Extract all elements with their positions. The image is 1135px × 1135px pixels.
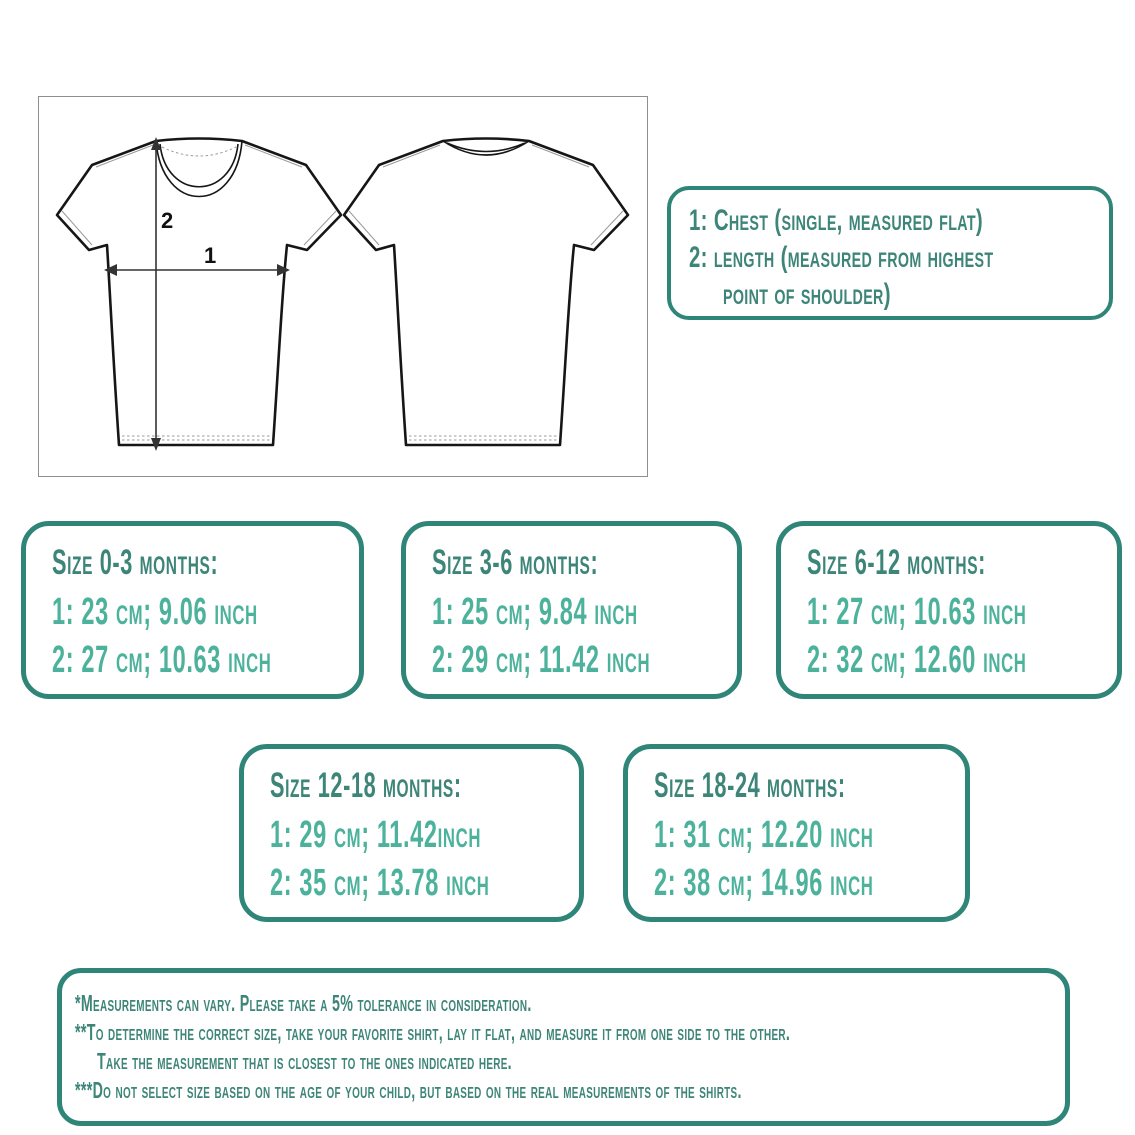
tshirt-diagram-box — [38, 96, 648, 477]
legend-line-length — [689, 239, 1109, 276]
tshirt-front-view — [57, 137, 341, 451]
size-box-6-12-months — [776, 521, 1122, 699]
size-box-title-text: Size 3-6 months: — [432, 543, 599, 582]
legend-line-length-cont-text: point of shoulder) — [723, 278, 891, 311]
footnote-age-warning-text: ***Do not select size based on the age of your child, but based on the real measurements of the shirts. — [75, 1077, 742, 1103]
size-box-title — [270, 761, 579, 811]
length-measurement — [654, 859, 965, 907]
legend-line-chest-text: 1: Chest (single, measured flat) — [689, 204, 984, 237]
size-box-3-6-months — [401, 521, 742, 699]
chest-measurement — [52, 588, 359, 636]
legend-line-length-text: 2: length (measured from highest — [689, 241, 994, 274]
length-measurement-text: 2: 38 cm; 14.96 inch — [654, 862, 874, 904]
chest-measurement-text: 1: 27 cm; 10.63 inch — [807, 591, 1027, 633]
size-box-title — [52, 538, 359, 588]
footnote-how-to-measure-cont-text: Take the measurement that is closest to the ones indicated here. — [97, 1048, 512, 1074]
length-measurement — [807, 636, 1117, 684]
footnote-box — [57, 968, 1070, 1126]
chest-measurement-text: 1: 23 cm; 9.06 inch — [52, 591, 258, 633]
length-label: 2 — [161, 208, 174, 233]
length-measurement — [52, 636, 359, 684]
legend-line-length-cont — [689, 276, 1109, 313]
tshirt-back-view — [344, 139, 628, 446]
tshirt-sketch — [39, 97, 649, 478]
chest-label: 1 — [204, 243, 217, 268]
size-box-title-text: Size 6-12 months: — [807, 543, 987, 582]
length-measurement-text: 2: 27 cm; 10.63 inch — [52, 639, 272, 681]
footnote-how-to-measure-cont — [75, 1047, 1065, 1076]
chest-measurement-text: 1: 25 cm; 9.84 inch — [432, 591, 638, 633]
size-box-title — [432, 538, 737, 588]
length-measurement-text: 2: 35 cm; 13.78 inch — [270, 862, 490, 904]
footnote-age-warning — [75, 1076, 1065, 1105]
chest-measurement-text: 1: 31 cm; 12.20 inch — [654, 814, 874, 856]
chest-measurement — [432, 588, 737, 636]
footnote-tolerance — [75, 989, 1065, 1018]
footnote-how-to-measure — [75, 1018, 1065, 1047]
size-box-18-24-months — [623, 744, 970, 922]
size-box-title-text: Size 18-24 months: — [654, 766, 846, 805]
size-box-12-18-months — [239, 744, 584, 922]
length-measurement — [270, 859, 579, 907]
chest-measurement-text: 1: 29 cm; 11.42inch — [270, 814, 482, 856]
length-measurement-text: 2: 32 cm; 12.60 inch — [807, 639, 1027, 681]
size-box-title — [807, 538, 1117, 588]
length-measurement — [432, 636, 737, 684]
size-box-0-3-months — [21, 521, 364, 699]
footnote-tolerance-text: *Measurements can vary. Please take a 5% tolerance in consideration. — [75, 990, 532, 1016]
footnote-how-to-measure-text: **To determine the correct size, take your favorite shirt, lay it flat, and measure it from one side to the other. — [75, 1019, 791, 1045]
legend-line-chest — [689, 202, 1109, 239]
size-box-title-text: Size 12-18 months: — [270, 766, 462, 805]
chest-measurement — [270, 811, 579, 859]
size-box-title-text: Size 0-3 months: — [52, 543, 219, 582]
size-box-title — [654, 761, 965, 811]
length-measurement-text: 2: 29 cm; 11.42 inch — [432, 639, 651, 681]
measurement-legend-box — [667, 186, 1113, 320]
chest-measurement — [807, 588, 1117, 636]
chest-measurement — [654, 811, 965, 859]
